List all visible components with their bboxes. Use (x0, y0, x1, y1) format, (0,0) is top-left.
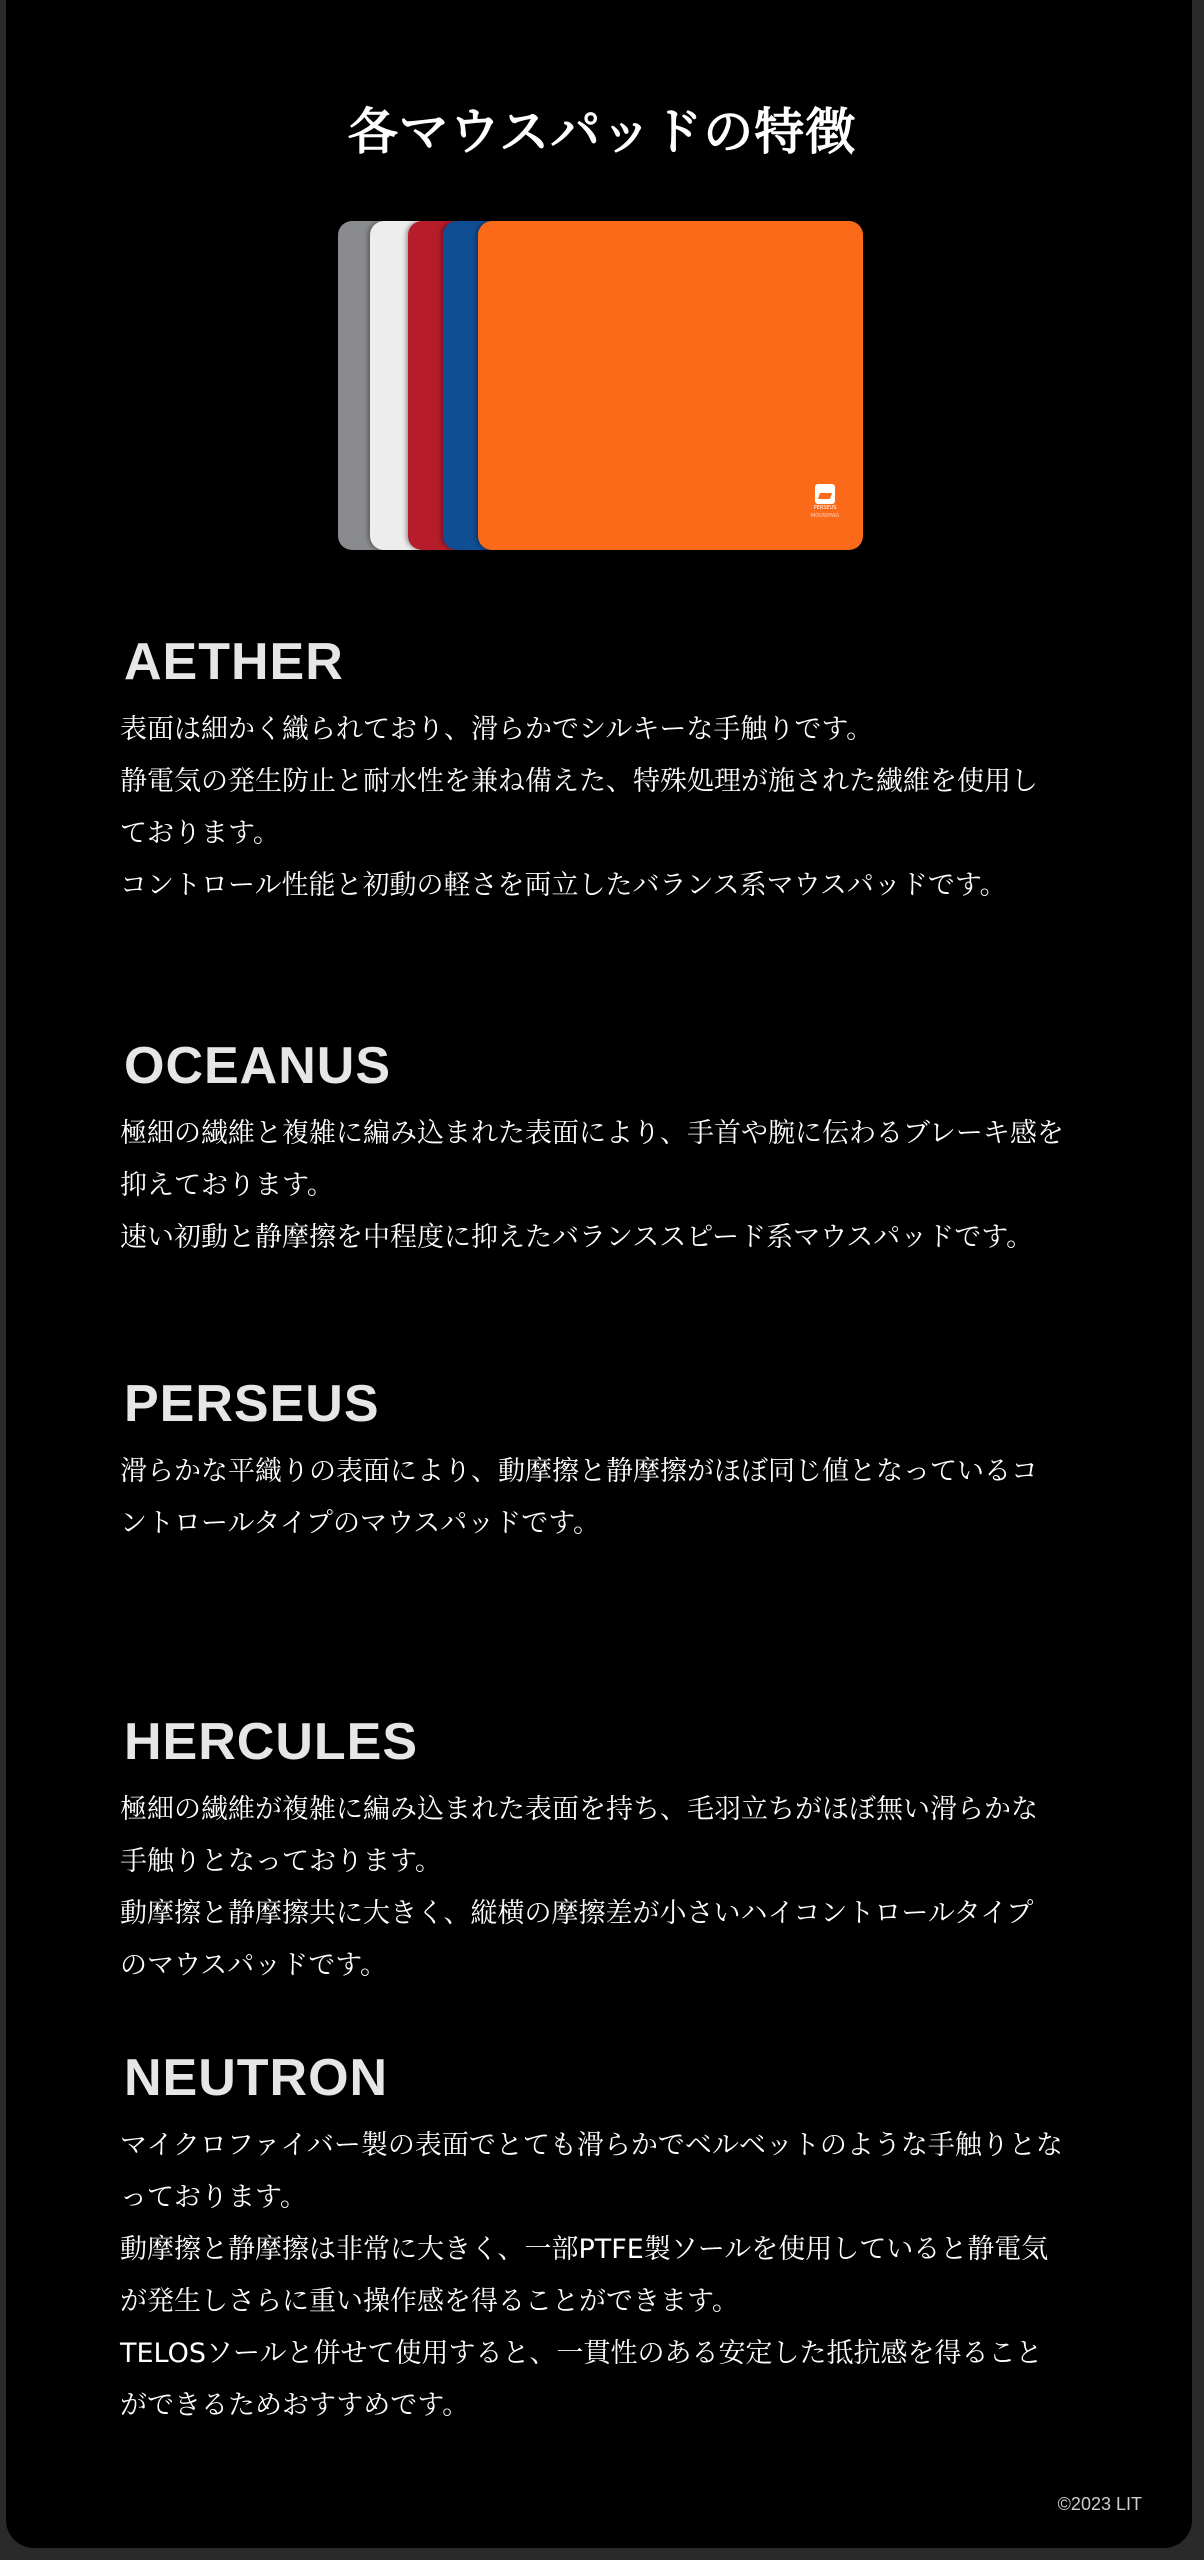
section-hercules (120, 1712, 1090, 1992)
section-body (120, 1446, 1090, 1550)
body-line: 抑えております。 (120, 1170, 334, 1201)
mousepad-lineup-image (338, 221, 863, 550)
body-line: 動摩擦と静摩擦共に大きく、縦横の摩擦差が小さいハイコントロールタイプ (120, 1898, 1034, 1929)
mousepad-orange (478, 221, 863, 550)
section-heading: NEUTRON (124, 2049, 389, 2107)
page-title: 各マウスパッドの特徴 (347, 103, 857, 161)
logo-subtext: MOUSEPAD (810, 513, 840, 519)
section-body (120, 2120, 1090, 2432)
body-line: っております。 (120, 2182, 307, 2213)
logo-text: PERSEUS (813, 505, 837, 511)
section-body (120, 1108, 1090, 1264)
copyright-text: ©2023 LIT (1057, 2494, 1142, 2514)
body-line: マイクロファイバー製の表面でとても滑らかでベルベットのような手触りとな (120, 2130, 1063, 2161)
body-line: 静電気の発生防止と耐水性を兼ね備えた、特殊処理が施された繊維を使用し (120, 766, 1038, 797)
body-line: ております。 (120, 818, 280, 849)
section-heading: OCEANUS (124, 1037, 392, 1095)
section-heading: AETHER (124, 633, 344, 691)
section-body (120, 1784, 1090, 1992)
section-perseus (120, 1374, 1090, 1550)
section-body (120, 704, 1090, 912)
section-neutron (120, 2048, 1090, 2432)
body-line: 速い初動と静摩擦を中程度に抑えたバランススピード系マウスパッドです。 (120, 1222, 1034, 1253)
frame-top-corner (6, 0, 1192, 40)
body-line: が発生しさらに重い操作感を得ることができます。 (120, 2286, 739, 2317)
body-line: ができるためおすすめです。 (120, 2390, 470, 2421)
body-line: コントロール性能と初動の軽さを両立したバランス系マウスパッドです。 (120, 870, 1007, 901)
body-line: 極細の繊維と複雑に編み込まれた表面により、手首や腕に伝わるブレーキ感を (120, 1118, 1064, 1149)
body-line: 滑らかな平織りの表面により、動摩擦と静摩擦がほぼ同じ値となっているコ (120, 1456, 1038, 1487)
section-heading: PERSEUS (124, 1375, 380, 1433)
section-oceanus (120, 1036, 1090, 1264)
body-line: 手触りとなっております。 (120, 1846, 442, 1877)
section-heading: HERCULES (124, 1713, 419, 1771)
body-line: ントロールタイプのマウスパッドです。 (120, 1508, 601, 1539)
body-line: TELOSソールと併せて使用すると、一貫性のある安定した抵抗感を得ること (120, 2338, 1043, 2369)
brand-logo-icon (809, 484, 841, 528)
body-line: 表面は細かく織られており、滑らかでシルキーな手触りです。 (120, 714, 874, 745)
body-line: 動摩擦と静摩擦は非常に大きく、一部PTFE製ソールを使用していると静電気 (120, 2234, 1049, 2265)
section-aether (120, 632, 1090, 912)
body-line: のマウスパッドです。 (120, 1950, 388, 1981)
body-line: 極細の繊維が複雑に編み込まれた表面を持ち、毛羽立ちがほぼ無い滑らかな (120, 1794, 1038, 1825)
